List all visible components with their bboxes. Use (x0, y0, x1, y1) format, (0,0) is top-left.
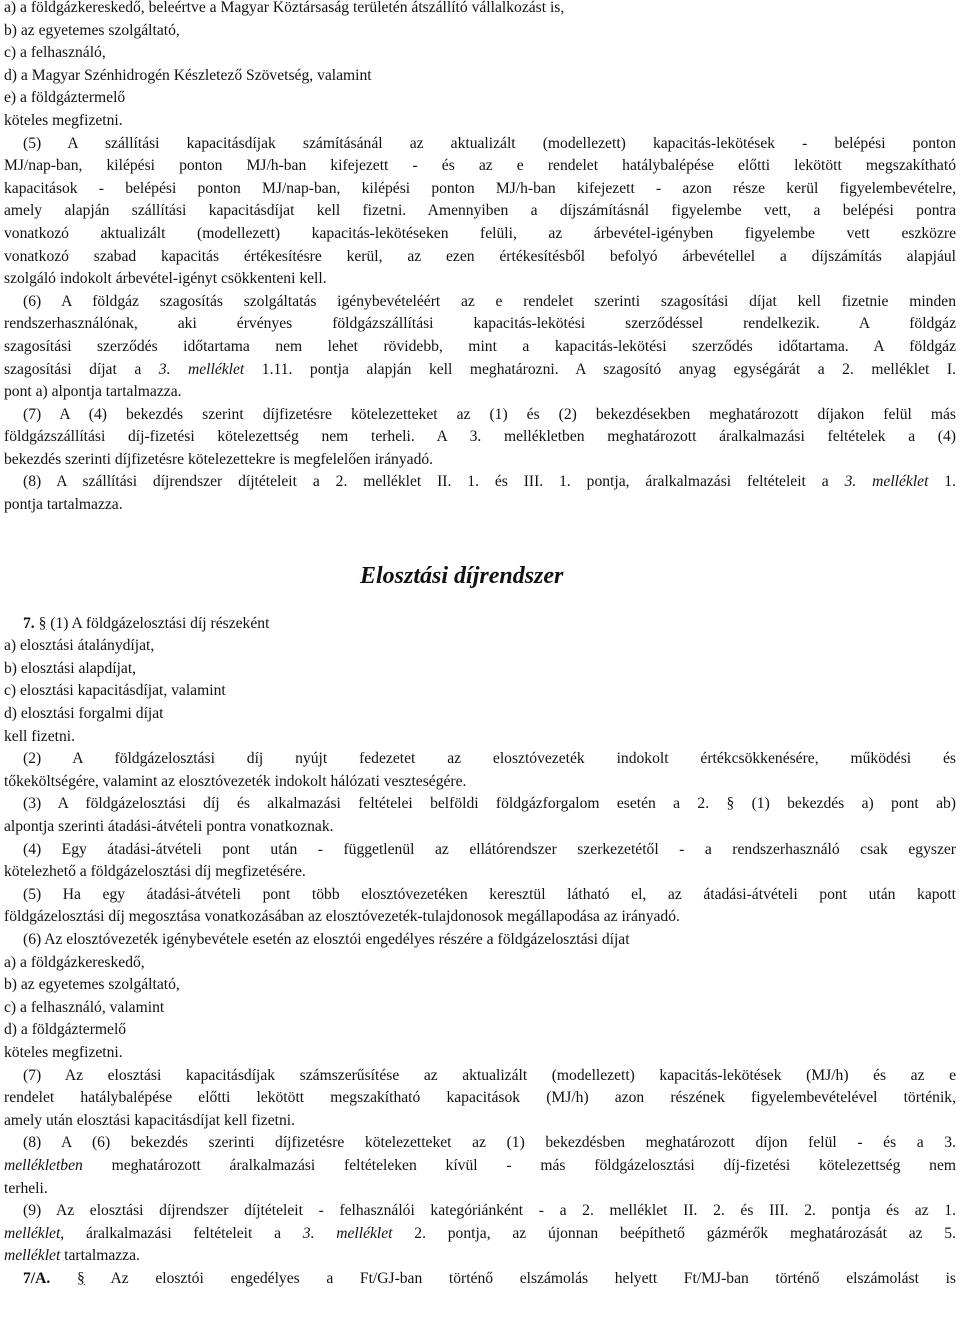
text-line: pont a) alpontja tartalmazza. (4, 383, 182, 401)
italic-reference: melléklet (4, 1224, 61, 1242)
text-line (4, 1245, 956, 1268)
text-line: (6) A földgáz szagosítás szolgáltatás igénybevételéért az e rendelet szerinti szagosítási díjat kell fizetnie minden (23, 292, 956, 310)
section-7 (4, 613, 956, 1291)
list-item: a) a földgázkereskedő, (4, 953, 145, 971)
text-line: (5) Ha egy átadási-átvételi pont több elosztóvezetéken keresztül látható el, az átadási-átvételi pont után kapott (23, 885, 956, 903)
text-fragment: (1) A földgázelosztási díj részeként (46, 614, 270, 632)
text-line: rendszerhasználónak, aki érvényes földgázszállítási kapacitás-lekötési szerződéssel rendelkezik. A földgáz (4, 315, 956, 333)
text-line: pontja tartalmazza. (4, 496, 123, 514)
text-line: földgázszállítási díj-fizetési kötelezettség nem terheli. A 3. mellékletben meghatározott áralkalmazási feltételek a (4) (4, 428, 956, 446)
text-fragment: (8) A szállítási díjrendszer díjtételeit a 2. melléklet II. 1. és III. 1. pontja, áralkalmazási feltételeit a (23, 473, 845, 491)
text-line: (3) A földgázelosztási díj és alkalmazási feltételei belföldi földgázforgalom esetén a 2. § (1) bekezdés a) pont ab) (23, 795, 956, 813)
section-heading: Elosztási díjrendszer (360, 563, 564, 589)
text-fragment: tartalmazza. (60, 1247, 140, 1265)
italic-reference: melléklet (4, 1247, 61, 1265)
list-item: b) az egyetemes szolgáltató, (4, 21, 180, 39)
section-7-first-line (4, 613, 956, 636)
section-number: 7. (23, 614, 35, 632)
text-line: (5) A szállítási kapacitásdíjak számításánál az aktualizált (modellezett) kapacitás-lekötések - belépési ponton (23, 134, 956, 152)
text-line: szolgáló indokolt árbevétel-igényt csökkenteni kell. (4, 270, 327, 288)
list-item: d) a földgáztermelő (4, 1021, 127, 1039)
list-item: a) a földgázkereskedő, beleértve a Magyar Köztársaság területén átszállító vállalkozást is, (4, 0, 565, 16)
text-line: kötelezhető a földgázelosztási díj megfizetésére. (4, 863, 306, 881)
text-line (4, 471, 956, 494)
text-line: amely alapján szállítási kapacitásdíjat kell fizetni. Amennyiben a díjszámításnál figyelembe vett, a belépési pontra (4, 202, 956, 220)
paragraph-8 (4, 471, 956, 516)
list-item: c) a felhasználó, valamint (4, 998, 165, 1016)
text-fragment: meghatározott áralkalmazási feltételeken kívül - más földgázelosztási díj-fizetési kötelezettség nem (82, 1156, 956, 1174)
text-line (4, 1155, 956, 1178)
text-line: (8) A (6) bekezdés szerinti díjfizetésre kötelezetteket az (1) bekezdésben meghatározott díjon felül - és a 3. (23, 1134, 956, 1152)
text-line (4, 1223, 956, 1246)
list-closing: kell fizetni. (4, 727, 76, 745)
text-fragment: 2. pontja, az újonnan beépíthető gázmérők meghatározását az 5. (392, 1224, 957, 1242)
section-number: 7/A. (23, 1269, 51, 1287)
italic-reference: 3. melléklet (302, 1224, 393, 1242)
text-line: kapacitások - belépési ponton MJ/nap-ban, kilépési ponton MJ/h-ban kifejezett - azon része kerül figyelembevételre, (4, 179, 956, 197)
italic-reference: 3. melléklet (844, 473, 929, 491)
section-7a-first-line (4, 1268, 956, 1291)
text-line: (9) Az elosztási díjrendszer díjtételeit - felhasználói kategóriánként - a 2. melléklet II. 2. és III. 2. pontja és az 1. (23, 1202, 956, 1220)
italic-reference: 3. melléklet (158, 360, 245, 378)
text-line: bekezdés szerinti díjfizetésre kötelezettekre is megfelelően irányadó. (4, 450, 434, 468)
text-line: (7) A (4) bekezdés szerint díjfizetésre kötelezetteket az (1) és (2) bekezdésekben meghatározott díjakon felül más (23, 405, 956, 423)
text-line: vonatkozó szabad kapacitás értékesítésre kerül, az ezen értékesítésből befolyó árbevétellel a díjszámítás alapjául (4, 247, 956, 265)
list-item: b) elosztási alapdíjat, (4, 659, 137, 677)
text-fragment: 1.11. pontja alapján kell meghatározni. A szagosító anyag egységárát a 2. melléklet I. (244, 360, 956, 378)
paragraph-5 (4, 133, 956, 291)
list-item: d) elosztási forgalmi díjat (4, 705, 164, 723)
text-fragment: 1. (928, 473, 956, 491)
text-line: (7) Az elosztási kapacitásdíjak számszerűsítése az aktualizált (modellezett) kapacitás-lekötések (MJ/h) és az e (23, 1066, 956, 1084)
italic-reference: mellékletben (4, 1156, 83, 1174)
list-item: c) elosztási kapacitásdíjat, valamint (4, 682, 226, 700)
text-line: MJ/nap-ban, kilépési ponton MJ/h-ban kifejezett - és az e rendelet hatálybalépése előtti lekötött megszakítható (4, 157, 956, 175)
list-item: a) elosztási átalánydíjat, (4, 637, 155, 655)
list-closing: köteles megfizetni. (4, 1043, 123, 1061)
text-line: terheli. (4, 1179, 48, 1197)
list-item: c) a felhasználó, (4, 44, 106, 62)
text-fragment: Az elosztói engedélyes a Ft/GJ-ban történő elszámolás helyett Ft/MJ-ban történő elszámolást is (84, 1269, 956, 1287)
text-line: (4) Egy átadási-átvételi pont után - függetlenül az ellátórendszer szerkezetétől - a rendszerhasználó csak egyszer (23, 840, 956, 858)
text-line (4, 359, 956, 382)
list-closing: köteles megfizetni. (4, 111, 123, 129)
paragraph-7 (4, 404, 956, 472)
list-item: d) a Magyar Szénhidrogén Készletező Szövetség, valamint (4, 66, 372, 84)
text-line: tőkeköltségére, valamint az elosztóvezeték indokolt hálózati veszteségére. (4, 772, 467, 790)
text-line: szagosítási szerződés időtartama nem lehet rövidebb, mint a kapacitás-lekötési szerződés időtartama. A földgáz (4, 337, 956, 355)
list-item: e) a földgáztermelő (4, 89, 126, 107)
text-line: alpontja szerinti átadási-átvételi pontra vonatkoznak. (4, 818, 334, 835)
text-line: vonatkozó aktualizált (modellezett) kapacitás-lekötéseken felüli, az árbevétel-igényben figyelembe vett eszközre (4, 224, 956, 242)
text-line: földgázelosztási díj megosztása vonatkozásában az elosztóvezeték-tulajdonosok megállapodása az irányadó. (4, 908, 680, 926)
paragraph-6 (4, 291, 956, 404)
text-fragment: szagosítási díjat a (4, 360, 159, 378)
list-item: b) az egyetemes szolgáltató, (4, 976, 180, 994)
text-line: amely után elosztási kapacitásdíjat kell fizetni. (4, 1111, 295, 1129)
text-line: (6) Az elosztóvezeték igénybevétele esetén az elosztói engedélyes részére a földgázelosztási díjat (23, 930, 630, 948)
text-line: (2) A földgázelosztási díj nyújt fedezetet az elosztóvezeték indokolt értékcsökkenésére, működési és (23, 750, 956, 768)
text-line: rendelet hatálybalépése előtti lekötött megszakítható kapacitások (MJ/h) azon részének figyelembevételével történik, (4, 1089, 956, 1107)
text-fragment: , áralkalmazási feltételeit a (60, 1224, 303, 1242)
section-sign: § (38, 614, 47, 632)
section-sign: § (76, 1269, 85, 1287)
top-list (4, 0, 956, 133)
